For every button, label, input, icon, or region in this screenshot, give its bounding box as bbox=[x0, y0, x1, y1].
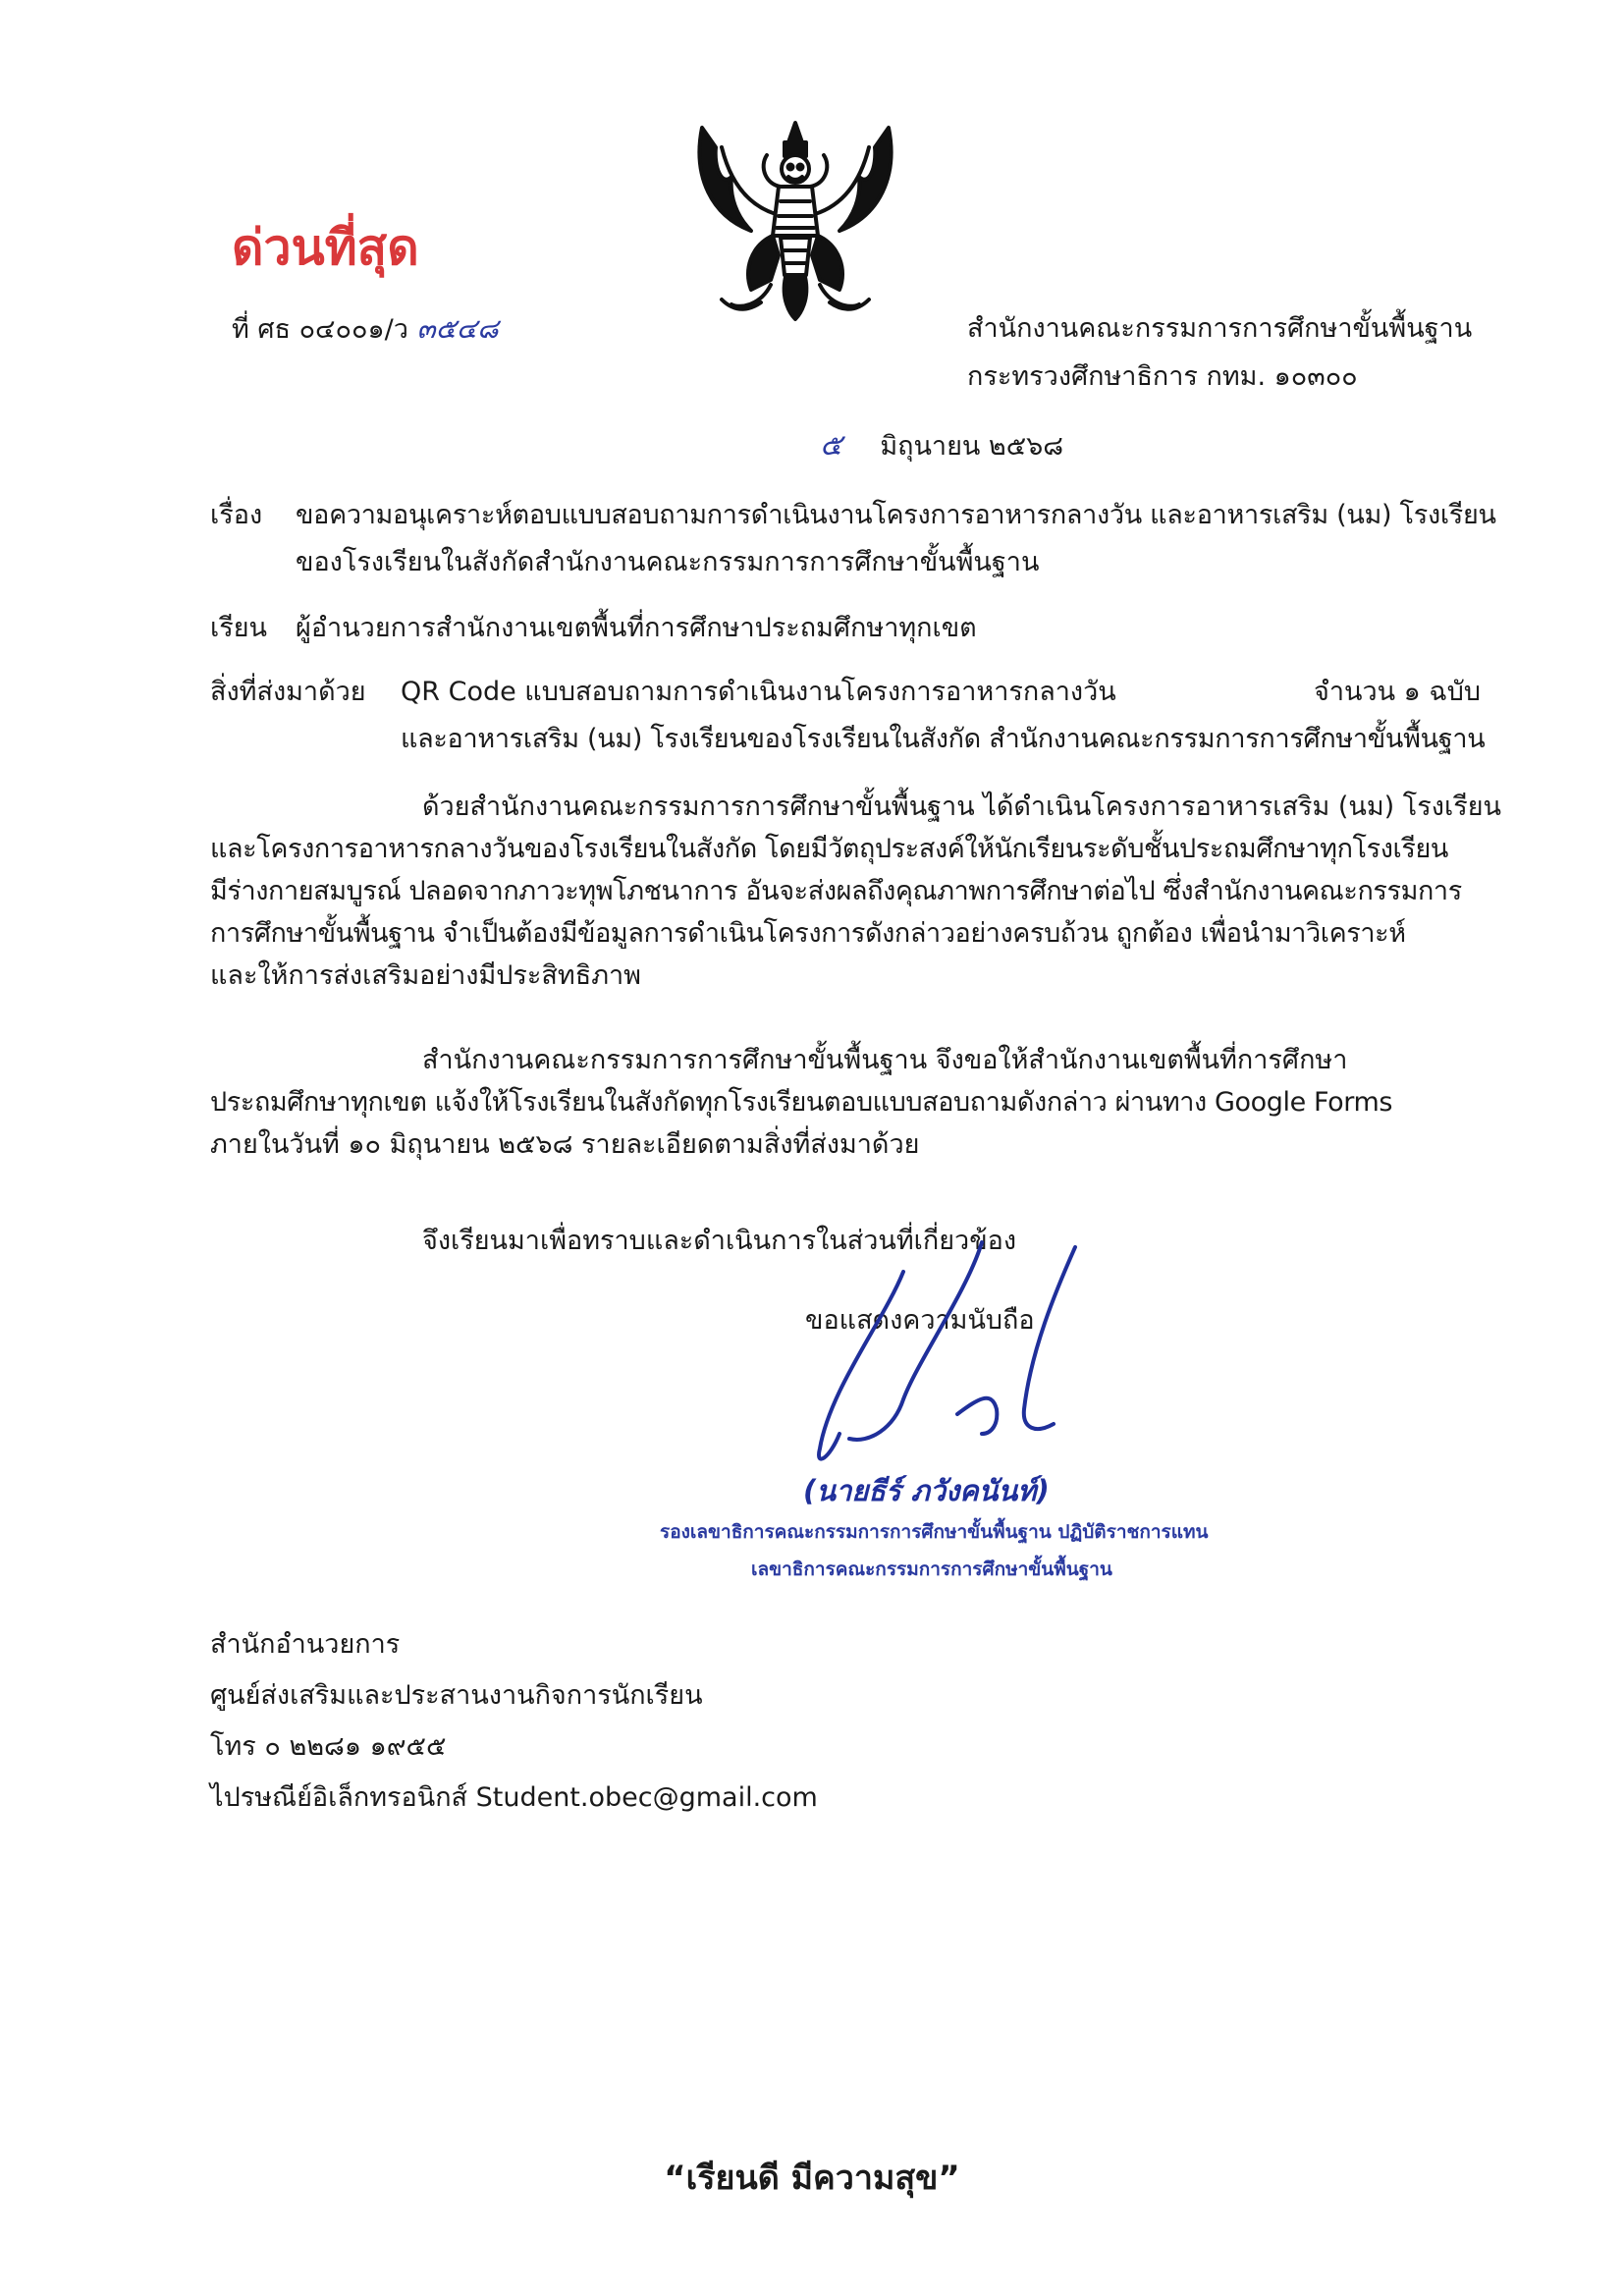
paragraph-line: ประถมศึกษาทุกเขต แจ้งให้โรงเรียนในสังกัดทุกโรงเรียนตอบแบบสอบถามดังกล่าว ผ่านทาง Google Forms bbox=[210, 1087, 1393, 1118]
contact-email: ไปรษณีย์อิเล็กทรอนิกส์ Student.obec@gmail.com bbox=[210, 1782, 818, 1813]
attachment-quantity: จำนวน ๑ ฉบับ bbox=[1314, 677, 1482, 707]
motto: “เรียนดี มีความสุข” bbox=[664, 2159, 960, 2198]
attachment-line-2: และอาหารเสริม (นม) โรงเรียนของโรงเรียนในสังกัด สำนักงานคณะกรรมการการศึกษาขั้นพื้นฐาน bbox=[401, 724, 1486, 754]
body-paragraph-2 bbox=[210, 1039, 1482, 1166]
signatory-name: (นายธีร์ ภวังคนันท์) bbox=[803, 1474, 1050, 1507]
recipient-label: เรียน bbox=[210, 613, 268, 643]
recipient-text: ผู้อำนวยการสำนักงานเขตพื้นที่การศึกษาประถมศึกษาทุกเขต bbox=[296, 613, 977, 643]
contact-center: ศูนย์ส่งเสริมและประสานงานกิจการนักเรียน bbox=[210, 1680, 703, 1711]
paragraph-line: มีร่างกายสมบูรณ์ ปลอดจากภาวะทุพโภชนาการ อันจะส่งผลถึงคุณภาพการศึกษาต่อไป ซึ่งสำนักงานคณะกรรมการ bbox=[210, 876, 1462, 906]
signatory-position-line-1: รองเลขาธิการคณะกรรมการการศึกษาขั้นพื้นฐาน ปฏิบัติราชการแทน bbox=[660, 1521, 1209, 1543]
body-paragraph-1 bbox=[210, 786, 1501, 997]
document-date bbox=[820, 426, 1063, 466]
signatory-position-line-2: เลขาธิการคณะกรรมการการศึกษาขั้นพื้นฐาน bbox=[751, 1558, 1112, 1580]
contact-phone: โทร ๐ ๒๒๘๑ ๑๙๕๕ bbox=[210, 1731, 447, 1762]
attachment-label: สิ่งที่ส่งมาด้วย bbox=[210, 677, 366, 707]
handwritten-signature-icon bbox=[790, 1232, 1114, 1468]
date-month-year: มิถุนายน ๒๕๖๘ bbox=[880, 431, 1064, 462]
agency-name: สำนักงานคณะกรรมการการศึกษาขั้นพื้นฐาน bbox=[967, 313, 1473, 344]
paragraph-line: ด้วยสำนักงานคณะกรรมการการศึกษาขั้นพื้นฐาน ได้ดำเนินโครงการอาหารเสริม (นม) โรงเรียน bbox=[422, 792, 1501, 822]
subject-line-2: ของโรงเรียนในสังกัดสำนักงานคณะกรรมการการศึกษาขั้นพื้นฐาน bbox=[296, 547, 1040, 577]
paragraph-line: และโครงการอาหารกลางวันของโรงเรียนในสังกัด โดยมีวัตถุประสงค์ให้นักเรียนระดับชั้นประถมศึกษาทุกโรงเรียน bbox=[210, 834, 1448, 864]
contact-office: สำนักอำนวยการ bbox=[210, 1629, 401, 1660]
closing-line: จึงเรียนมาเพื่อทราบและดำเนินการในส่วนที่เกี่ยวข้อง bbox=[422, 1226, 1017, 1256]
agency-address: กระทรวงศึกษาธิการ กทม. ๑๐๓๐๐ bbox=[967, 361, 1358, 392]
urgency-label: ด่วนที่สุด bbox=[232, 219, 419, 276]
subject-line-1: ขอความอนุเคราะห์ตอบแบบสอบถามการดำเนินงานโครงการอาหารกลางวัน และอาหารเสริม (นม) โรงเรียน bbox=[296, 500, 1496, 530]
garuda-emblem-icon bbox=[682, 108, 908, 334]
reference-handwritten-number: ๓๕๔๘ bbox=[416, 312, 499, 345]
signature-greeting: ขอแสดงความนับถือ bbox=[805, 1305, 1035, 1336]
paragraph-line: สำนักงานคณะกรรมการการศึกษาขั้นพื้นฐาน จึงขอให้สำนักงานเขตพื้นที่การศึกษา bbox=[422, 1045, 1348, 1075]
reference-prefix: ที่ ศธ ๐๔๐๐๑/ว bbox=[232, 314, 408, 345]
date-day-handwritten: ๕ bbox=[820, 428, 842, 463]
subject-label: เรื่อง bbox=[210, 500, 263, 530]
paragraph-line: และให้การส่งเสริมอย่างมีประสิทธิภาพ bbox=[210, 960, 641, 991]
reference-number bbox=[232, 309, 499, 350]
paragraph-line: การศึกษาขั้นพื้นฐาน จำเป็นต้องมีข้อมูลการดำเนินโครงการดังกล่าวอย่างครบถ้วน ถูกต้อง เพื่อนำมาวิเคราะห์ bbox=[210, 918, 1406, 949]
paragraph-line: ภายในวันที่ ๑๐ มิถุนายน ๒๕๖๘ รายละเอียดตามสิ่งที่ส่งมาด้วย bbox=[210, 1129, 920, 1160]
attachment-line-1: QR Code แบบสอบถามการดำเนินงานโครงการอาหารกลางวัน bbox=[401, 677, 1116, 707]
